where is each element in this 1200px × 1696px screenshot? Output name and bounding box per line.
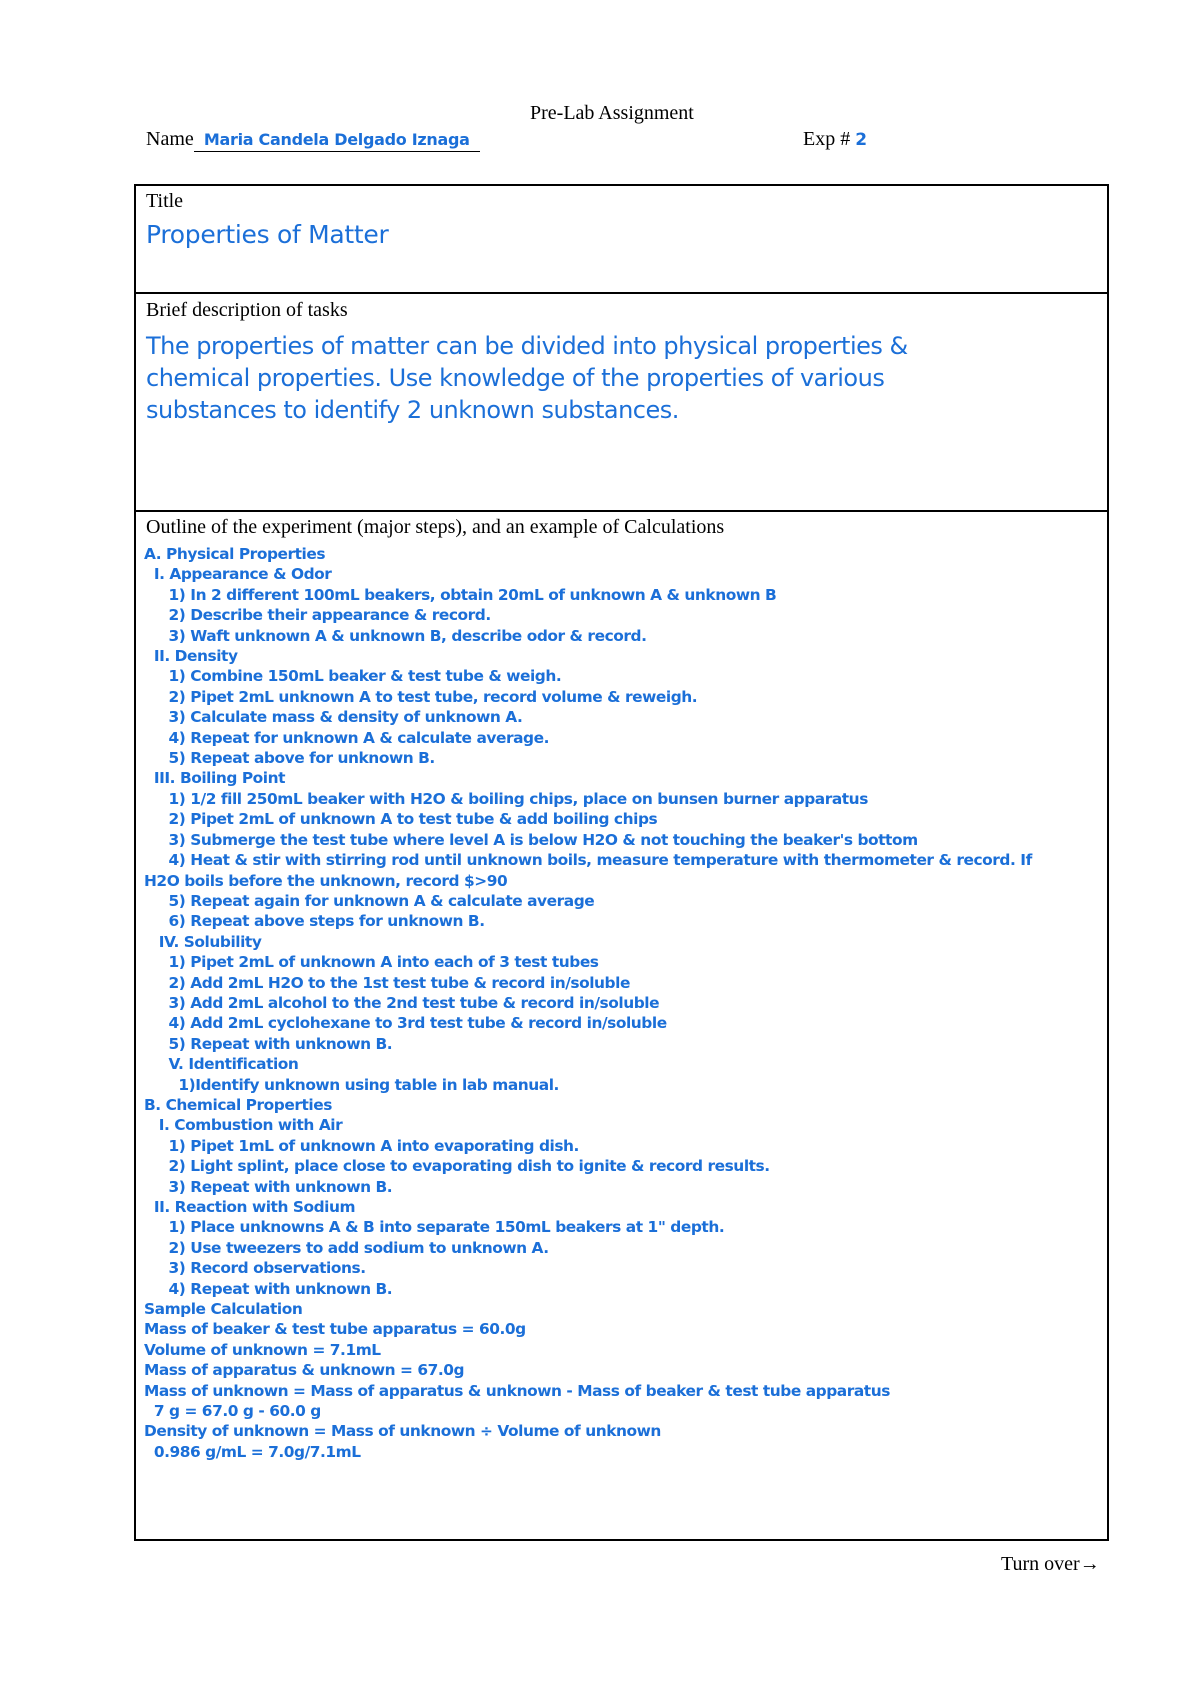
title-field[interactable]: Properties of Matter: [146, 220, 389, 249]
outline-line: 2) Pipet 2mL unknown A to test tube, record volume & reweigh.: [144, 687, 698, 706]
outline-line: 5) Repeat with unknown B.: [144, 1034, 393, 1053]
name-field[interactable]: Maria Candela Delgado Iznaga: [194, 129, 480, 152]
outline-line: Mass of beaker & test tube apparatus = 60.0g: [144, 1320, 526, 1339]
description-label: Brief description of tasks: [146, 299, 348, 321]
page-title: Pre-Lab Assignment: [530, 102, 694, 124]
outline-line: 7 g = 67.0 g - 60.0 g: [144, 1402, 321, 1421]
outline-line: 3) Calculate mass & density of unknown A.: [144, 708, 523, 727]
outline-line: Mass of apparatus & unknown = 67.0g: [144, 1361, 465, 1380]
outline-line: 3) Add 2mL alcohol to the 2nd test tube & record in/soluble: [144, 993, 660, 1012]
outline-line: 5) Repeat again for unknown A & calculate average: [144, 891, 595, 910]
outline-line: 3) Record observations.: [144, 1259, 366, 1278]
outline-line: 4) Heat & stir with stirring rod until unknown boils, measure temperature with thermometer & record. If: [144, 851, 1032, 870]
outline-line: 6) Repeat above steps for unknown B.: [144, 912, 485, 931]
outline-line: 1) In 2 different 100mL beakers, obtain 20mL of unknown A & unknown B: [144, 585, 777, 604]
outline-line: III. Boiling Point: [144, 769, 286, 788]
outline-line: 1) Combine 150mL beaker & test tube & weigh.: [144, 667, 562, 686]
prelab-form: [134, 184, 1109, 1541]
title-section: [136, 186, 1107, 294]
name-label: Name: [146, 128, 194, 150]
exp-row: [803, 128, 867, 151]
outline-line: 4) Repeat for unknown A & calculate average.: [144, 728, 549, 747]
exp-number-field[interactable]: 2: [855, 130, 868, 150]
exp-label: Exp #: [803, 128, 856, 150]
title-label: Title: [146, 190, 184, 212]
outline-line: 2) Describe their appearance & record.: [144, 606, 491, 625]
outline-section: [136, 512, 1107, 1539]
outline-line: Volume of unknown = 7.1mL: [144, 1340, 381, 1359]
outline-field[interactable]: [144, 544, 1099, 1462]
outline-line: 4) Repeat with unknown B.: [144, 1279, 393, 1298]
outline-line: 0.986 g/mL = 7.0g/7.1mL: [144, 1442, 361, 1461]
outline-line: V. Identification: [144, 1055, 299, 1074]
outline-line: H2O boils before the unknown, record $>90: [144, 871, 508, 890]
outline-line: 2) Light splint, place close to evaporating dish to ignite & record results.: [144, 1157, 770, 1176]
outline-line: I. Appearance & Odor: [144, 565, 332, 584]
outline-line: Mass of unknown = Mass of apparatus & unknown - Mass of beaker & test tube apparatus: [144, 1381, 890, 1400]
outline-line: II. Reaction with Sodium: [144, 1198, 356, 1216]
outline-label: Outline of the experiment (major steps), and an example of Calculations: [146, 516, 725, 538]
name-row: [146, 128, 480, 152]
outline-line: 5) Repeat above for unknown B.: [144, 749, 435, 768]
outline-line: Sample Calculation: [144, 1300, 303, 1319]
outline-line: II. Density: [144, 647, 238, 666]
description-field[interactable]: The properties of matter can be divided into physical properties & chemical properties. Use knowledge of the properties of various substances to identify 2 unknown substances.: [146, 332, 908, 424]
outline-line: 3) Waft unknown A & unknown B, describe odor & record.: [144, 626, 647, 645]
description-section: [136, 294, 1107, 512]
outline-line: B. Chemical Properties: [144, 1095, 332, 1114]
outline-line: 2) Use tweezers to add sodium to unknown A.: [144, 1238, 549, 1257]
outline-line: A. Physical Properties: [144, 545, 326, 563]
outline-line: IV. Solubility: [144, 932, 262, 951]
outline-line: 4) Add 2mL cyclohexane to 3rd test tube & record in/soluble: [144, 1014, 667, 1033]
outline-line: 3) Submerge the test tube where level A is below H2O & not touching the beaker's bottom: [144, 830, 918, 849]
outline-line: 2) Add 2mL H2O to the 1st test tube & record in/soluble: [144, 973, 630, 992]
outline-line: Density of unknown = Mass of unknown ÷ Volume of unknown: [144, 1422, 661, 1441]
outline-line: I. Combustion with Air: [144, 1116, 343, 1135]
turn-over-note: Turn over→: [1001, 1553, 1100, 1575]
outline-line: 1) Pipet 1mL of unknown A into evaporating dish.: [144, 1136, 579, 1155]
outline-line: 1) 1/2 fill 250mL beaker with H2O & boiling chips, place on bunsen burner apparatus: [144, 789, 868, 808]
outline-line: 1) Pipet 2mL of unknown A into each of 3 test tubes: [144, 953, 599, 972]
outline-line: 2) Pipet 2mL of unknown A to test tube & add boiling chips: [144, 810, 658, 829]
outline-line: 3) Repeat with unknown B.: [144, 1177, 393, 1196]
outline-line: 1)Identify unknown using table in lab manual.: [144, 1075, 559, 1094]
outline-line: 1) Place unknowns A & B into separate 150mL beakers at 1" depth.: [144, 1218, 725, 1237]
